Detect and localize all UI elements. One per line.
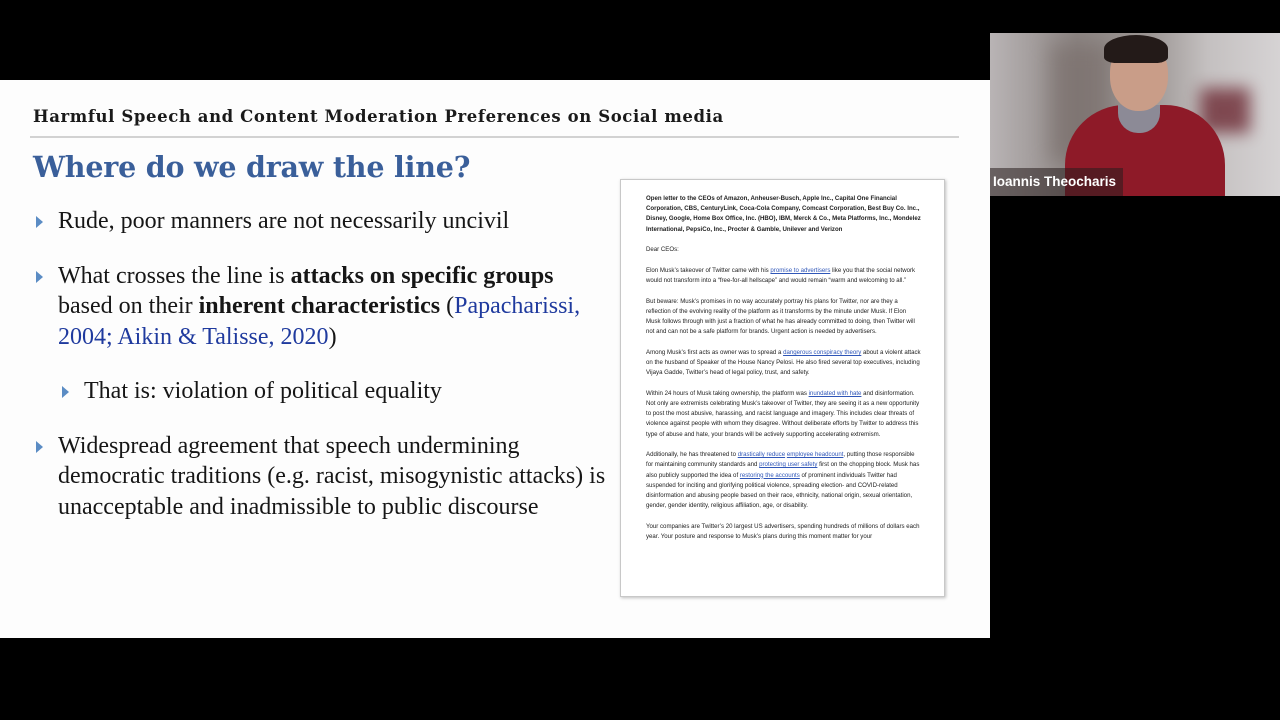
- bullet-text: attacks on specific groups: [290, 262, 554, 289]
- letter-paragraph: [646, 348, 921, 379]
- letter-link[interactable]: dangerous conspiracy theory: [783, 348, 862, 356]
- bullet-text: inherent characteristics: [198, 293, 441, 319]
- participant-video-tile[interactable]: [990, 33, 1280, 196]
- bullet-text: Rude, poor manners are not necessarily uncivil: [58, 208, 510, 234]
- open-letter-document-image: [620, 179, 945, 597]
- letter-text: Additionally, he has threatened to: [646, 451, 738, 459]
- letter-heading: Open letter to the CEOs of Amazon, Anheuser-Busch, Apple Inc., Capital One Financial Corporation, CBS, CenturyLink, Coca-Cola Company, Comcast Corporation, Best Buy Co. Inc., Disney, Google, Home Box Office, Inc. (HBO), IBM, Merck & Co., Meta Platforms, Inc., Mondelez International, PepsiCo, Inc., Procter & Gamble, Unilever and Verizon: [646, 195, 921, 233]
- letter-link[interactable]: employee headcount: [786, 451, 844, 459]
- letter-text: Your companies are Twitter’s 20 largest US advertisers, spending hundreds of millions of dollars each year. Your posture and response to Musk’s plans during this moment matter for your: [646, 522, 920, 541]
- letter-text: But beware: Musk’s promises in no way accurately portray his plans for Twitter, nor are they a reflection of the evolving reality of the platform as it transforms by the minute under Musk. If Elon Musk follows through with just a fraction of what he has already committed to doing, then Twitter will not and can not be a safe platform for brands. Urgent action is needed by advertisers.: [646, 297, 915, 336]
- letter-link[interactable]: restoring the accounts: [739, 471, 800, 479]
- bullet-item: [33, 206, 613, 237]
- bullet-text: (: [440, 293, 455, 319]
- letter-paragraph: [646, 297, 921, 338]
- letter-text: , putting those responsible for maintaining community standards and: [646, 451, 915, 469]
- sub-bullet-item: [59, 376, 613, 407]
- bullet-list: [33, 206, 613, 546]
- letter-link[interactable]: protecting user safety: [759, 461, 818, 469]
- letter-text: Elon Musk’s takeover of Twitter came with his: [646, 266, 771, 274]
- slide-header: Harmful Speech and Content Moderation Preferences on Social media: [33, 107, 724, 126]
- bullet-text: What crosses the line is: [58, 262, 291, 289]
- letter-text: about a violent attack on the husband of Speaker of the House Nancy Pelosi. He also fired several top executives, including Vijaya Gadde, Twitter’s head of legal policy, trust, and safety.: [646, 348, 921, 377]
- letter-text: Among Musk’s first acts as owner was to spread a: [646, 348, 784, 356]
- letter-text: Within 24 hours of Musk taking ownership, the platform was: [646, 389, 809, 397]
- letter-text: of prominent individuals Twitter had suspended for inciting and glorifying political violence, spreading election- and COVID-related disinformation and abusing people based on their race, ethnicity, national origin, sexual orientation, gender, gender identity, religious affiliation, age, or disability.: [646, 471, 913, 510]
- bullet-text: That is: violation of political equality: [84, 378, 442, 404]
- bullet-text: Widespread agreement that speech undermining democratic traditions (e.g. racist, misogynistic attacks) is unacceptable and inadmissible to public discourse: [58, 432, 606, 520]
- bullet-item: [33, 431, 613, 523]
- letter-link[interactable]: inundated with hate: [808, 389, 862, 397]
- letter-paragraph: [646, 389, 921, 440]
- bullet-triangle-icon: [36, 216, 43, 228]
- presentation-slide: [0, 80, 990, 638]
- letter-paragraph: [646, 266, 921, 286]
- slide-title: Where do we draw the line?: [33, 150, 471, 184]
- letter-body: [646, 245, 921, 542]
- citation: Papacharissi, 2004; Aikin & Talisse, 2020: [58, 293, 581, 350]
- bullet-triangle-icon: [36, 271, 43, 283]
- bullet-item: [33, 261, 613, 353]
- letter-text: like you that the social network would not transform into a “free-for-all hellscape” and would remain “warm and welcoming to all.”: [646, 266, 916, 284]
- bullet-text: ): [328, 323, 337, 350]
- letter-link[interactable]: drastically reduce: [737, 451, 786, 459]
- header-divider: [30, 136, 959, 138]
- participant-name-label: Ioannis Theocharis: [990, 168, 1123, 196]
- bullet-triangle-icon: [36, 441, 43, 453]
- letter-paragraph: [646, 522, 921, 542]
- bullet-text: based on their: [58, 293, 199, 319]
- letter-paragraph: [646, 450, 921, 511]
- letter-text: Dear CEOs:: [646, 246, 679, 254]
- letter-text: first on the chopping block. Musk has also publicly supported the idea of: [646, 461, 920, 479]
- letter-text: and disinformation. Not only are extremists celebrating Musk’s takeover of Twitter, they are seeing it as a new opportunity to post the most abusive, harassing, and racist language and imagery. This includes clear threats of violence against people with whom they disagree. Without deliberate efforts by Twitter to address this type of abuse and hate, your brands will be actively supporting accelerating extremism.: [646, 389, 920, 438]
- letter-paragraph: [646, 245, 921, 255]
- participant-hair: [1104, 35, 1168, 63]
- bullet-triangle-icon: [62, 386, 69, 398]
- letter-link[interactable]: promise to advertisers: [770, 266, 831, 274]
